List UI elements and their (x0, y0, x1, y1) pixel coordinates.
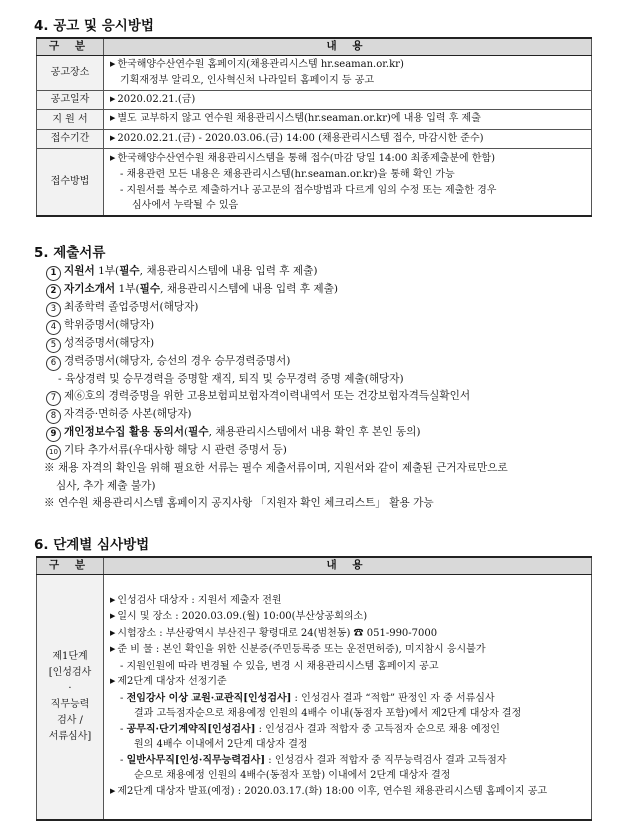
column-header-content: 내 용 (104, 557, 592, 574)
note: ※ 채용 자격의 확인을 위해 필요한 서류는 필수 제출서류이며, 지원서와 같이 제출된 근거자료만으로 (44, 462, 508, 475)
circled-number: 9 (46, 427, 61, 442)
list-item: 7 제⑥호의 경력증명을 위한 고용보험피보험자격이력내역서 또는 건강보험자격득실확인서 (46, 388, 606, 406)
triangle-bullet-icon: ▶ (110, 786, 116, 795)
column-header-content: 내 용 (104, 38, 592, 55)
list-item: - 육상경력 및 승무경력을 증명할 재직, 퇴직 및 승무경력 증명 제출(해당자) (58, 373, 404, 385)
column-header-category: 구 분 (37, 557, 104, 574)
section-4-title: 4. 공고 및 응시방법 (34, 18, 154, 34)
table-row: 제1단계 [인성검사 · 직무능력 검사 / 서류심사] ▶ 인성검사 대상자 : 지원서 제출자 전원 ▶ 일시 및 장소 : 2020.03.09.(월) 10:00(부산상공회의소) ▶ 시험장소 : 부산광역시 부산진구 황령대로 24(범천동) ☎ 051-990-7000 ▶ 준 비 물 : 본인 확인을 위한 신분증(주민등록증 또는 운전면허증), 미지참시 응시불가 - 지원인원에 따라 변경될 수 있음, 변경 시 채용관리시스템 홈페이지 공고 ▶ 제2단계 대상자 선정기준 - 전임강사 이상 교원·교관직[인성검사] : 인성검사 결과 “적합” 판정인 자 중 서류심사 결과 고득점자순으로 채용예정 인원의 4배수 이내(동점자 포함)에서 제2단계 대상자 결정 - 공무직·단기계약직[인성검사] : 인성검사 결과 적합자 중 고득점자 순으로 채용 예정인 원의 4배수 이내에서 2단계 대상자 결정 - 일반사무직[인성·직무능력검사] : 인성검사 결과 적합자 중 직무능력검사 결과 고득점자 순으로 채용예정 인원의 4배수(동점자 포함) 이내에서 2단계 대상자 결정 ▶ 제2단계 대상자 발표(예정) : 2020.03.17.(화) 18:00 이후, 연수원 채용관리시스템 홈페이지 공고 (37, 574, 592, 820)
row-label: 공고일자 (37, 90, 104, 110)
section-5-title: 5. 제출서류 (34, 245, 106, 261)
triangle-bullet-icon: ▶ (110, 645, 116, 654)
circled-number: 4 (46, 320, 61, 335)
triangle-bullet-icon: ▶ (110, 94, 116, 103)
list-item: 10 기타 추가서류(우대사항 해당 시 관련 증명서 등) (46, 442, 606, 460)
row-label: 접수기간 (37, 129, 104, 149)
screening-method-table (36, 556, 592, 821)
triangle-bullet-icon: ▶ (110, 628, 116, 637)
circled-number: 8 (46, 409, 61, 424)
required-documents-list (46, 263, 606, 512)
triangle-bullet-icon: ▶ (110, 595, 116, 604)
table-row: 지 원 서 ▶ 별도 교부하지 않고 연수원 채용관리시스템(hr.seaman.or.kr)에 내용 입력 후 제출 (37, 110, 592, 130)
row-label: 접수방법 (37, 149, 104, 217)
triangle-bullet-icon: ▶ (110, 612, 116, 621)
circled-number: 1 (46, 266, 61, 281)
circled-number: 2 (46, 284, 61, 299)
row-label: 지 원 서 (37, 110, 104, 130)
circled-number: 5 (46, 338, 61, 353)
row-label: 제1단계 [인성검사 · 직무능력 검사 / 서류심사] (37, 574, 104, 820)
list-item: 8 자격증·면허증 사본(해당자) (46, 406, 606, 424)
circled-number: 10 (46, 445, 61, 460)
list-item: 4 학위증명서(해당자) (46, 317, 606, 335)
section-6-title: 6. 단계별 심사방법 (34, 537, 150, 553)
list-item: 1 지원서 1부(필수, 채용관리시스템에 내용 입력 후 제출) (46, 263, 606, 281)
circled-number: 3 (46, 302, 61, 317)
triangle-bullet-icon: ▶ (110, 59, 116, 68)
table-row: 접수기간 ▶ 2020.02.21.(금) - 2020.03.06.(금) 14:00 (채용관리시스템 접수, 마감시한 준수) (37, 129, 592, 149)
table-row: 접수방법 ▶ 한국해양수산연수원 채용관리시스템을 통해 접수(마감 당일 14:00 최종제출분에 한함) - 채용관련 모든 내용은 채용관리시스템(hr.seaman.or.kr)을 통해 확인 가능 - 지원서를 복수로 제출하거나 공고문의 접수방법과 다르게 임의 수정 또는 제출한 경우 심사에서 누락될 수 있음 (37, 149, 592, 217)
triangle-bullet-icon: ▶ (110, 677, 116, 686)
table-row: 공고장소 ▶ 한국해양수산연수원 홈페이지(채용관리시스템 hr.seaman.or.kr) 기획재정부 알리오, 인사혁신처 나라일터 홈페이지 등 공고 (37, 55, 592, 90)
circled-number: 6 (46, 356, 61, 371)
column-header-category: 구 분 (37, 38, 104, 55)
note: 심사, 추가 제출 불가) (56, 479, 156, 492)
row-label: 공고장소 (37, 55, 104, 90)
list-item: 9 개인정보수집 활용 동의서(필수, 채용관리시스템에서 내용 확인 후 본인 동의) (46, 424, 606, 442)
list-item: 3 최종학력 졸업증명서(해당자) (46, 299, 606, 317)
note: ※ 연수원 채용관리시스템 홈페이지 공지사항 「지원자 확인 체크리스트」 활용 가능 (44, 496, 434, 509)
list-item: 2 자기소개서 1부(필수, 채용관리시스템에 내용 입력 후 제출) (46, 281, 606, 299)
triangle-bullet-icon: ▶ (110, 153, 116, 162)
triangle-bullet-icon: ▶ (110, 114, 116, 122)
list-item: 5 성적증명서(해당자) (46, 335, 606, 353)
table-row: 공고일자 ▶ 2020.02.21.(금) (37, 90, 592, 110)
application-method-table (36, 37, 592, 217)
circled-number: 7 (46, 391, 61, 406)
list-item: 6 경력증명서(해당자, 승선의 경우 승무경력증명서) (46, 353, 606, 371)
triangle-bullet-icon: ▶ (110, 133, 116, 142)
